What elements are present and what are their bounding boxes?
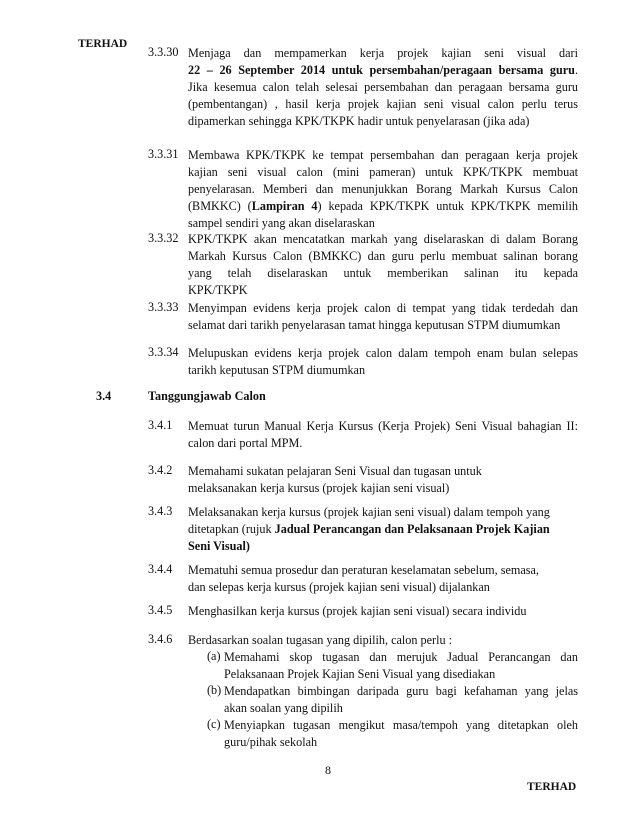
text-line: Berdasarkan soalan tugasan yang dipilih, calon perlu :: [188, 633, 452, 647]
jadual-bold: Jadual Perancangan dan Pelaksanaan Projek Kajian: [274, 522, 550, 536]
text-line: Melupuskan evidens kerja projek calon dalam tempoh enam bulan selepas: [188, 346, 578, 360]
item-text: [188, 603, 578, 620]
text-line: selamat dari tarikh penyelarasan tamat hingga keputusan STPM diumumkan: [188, 318, 561, 332]
text-line: [188, 62, 578, 79]
text-line: Memahami sukatan pelajaran Seni Visual dan tugasan untuk: [188, 464, 482, 478]
item-number: 3.3.30: [148, 45, 179, 59]
text-span: ) kepada KPK/TKPK untuk KPK/TKPK memilih: [317, 199, 578, 213]
item-text: [188, 418, 578, 452]
text-line: sampel sendiri yang akan diselaraskan: [188, 216, 375, 230]
text-line: calon dari portal MPM.: [188, 436, 303, 450]
text-line: [188, 198, 578, 215]
item-number: 3.4.2: [148, 463, 173, 477]
item-text: [188, 147, 578, 232]
jadual-bold: Seni Visual): [188, 539, 250, 553]
item-number: 3.4.5: [148, 603, 173, 617]
text-line: Menyiapkan tugasan mengikut masa/tempoh yang ditetapkan oleh: [224, 718, 578, 732]
item-text: [188, 345, 578, 379]
item-number: 3.3.31: [148, 147, 179, 161]
item-text: [188, 300, 578, 334]
header-label: TERHAD: [78, 38, 128, 50]
subitem-text: [224, 649, 578, 683]
item-text: [188, 504, 578, 555]
subitem-text: [224, 717, 578, 751]
text-line: KPK/TKPK: [188, 283, 248, 297]
date-bold: 22 – 26 September 2014 untuk persembahan/peragaan bersama guru: [188, 63, 575, 77]
item-text: [188, 45, 578, 130]
text-line: Mematuhi semua prosedur dan peraturan keselamatan sebelum, semasa,: [188, 563, 539, 577]
item-text: [188, 231, 578, 299]
text-line: penyelarasan. Memberi dan menunjukkan Borang Markah Kursus Calon: [188, 182, 578, 196]
text-line: [188, 521, 578, 538]
item-number: 3.3.34: [148, 345, 179, 359]
text-line: KPK/TKPK akan mencatatkan markah yang diselaraskan di dalam Borang: [188, 232, 578, 246]
item-text: [188, 562, 578, 596]
text-line: Menghasilkan kerja kursus (projek kajian seni visual) secara individu: [188, 604, 527, 618]
section-number: 3.4: [96, 389, 112, 403]
text-line: Mendapatkan bimbingan daripada guru bagi kefahaman yang jelas: [224, 684, 578, 698]
item-number: 3.3.33: [148, 300, 179, 314]
item-number: 3.4.3: [148, 504, 173, 518]
text-line: Pelaksanaan Projek Kajian Seni Visual yang disediakan: [224, 667, 496, 681]
text-line: Memuat turun Manual Kerja Kursus (Kerja Projek) Seni Visual bahagian II:: [188, 419, 578, 433]
page-number: 8: [325, 763, 331, 777]
subitem-label: (b): [207, 683, 222, 697]
text-line: dan selepas kerja kursus (projek kajian seni visual) dijalankan: [188, 580, 490, 594]
text-line: dipamerkan sehingga KPK/TKPK hadir untuk penyelarasan (jika ada): [188, 114, 530, 128]
item-number: 3.3.32: [148, 231, 179, 245]
lampiran-bold: Lampiran 4: [251, 199, 318, 213]
subitem-label: (a): [207, 649, 221, 663]
item-number: 3.4.6: [148, 632, 173, 646]
text-span: .: [574, 63, 578, 77]
text-line: Membawa KPK/TKPK ke tempat persembahan dan peragaan kerja projek: [188, 148, 578, 162]
subitem-text: [224, 683, 578, 717]
item-number: 3.4.1: [148, 418, 173, 432]
text-line: [188, 538, 578, 555]
item-text: [188, 632, 578, 649]
text-line: guru/pihak sekolah: [224, 735, 318, 749]
text-line: melaksanakan kerja kursus (projek kajian seni visual): [188, 481, 450, 495]
footer-label: TERHAD: [527, 781, 577, 793]
text-line: akan soalan yang dipilih: [224, 701, 343, 715]
text-line: yang telah diselaraskan untuk memberikan salinan itu kepada: [188, 266, 578, 280]
text-line: (pembentangan) , hasil kerja projek kajian seni visual calon perlu terus: [188, 97, 578, 111]
item-number: 3.4.4: [148, 562, 173, 576]
text-span: ditetapkan (rujuk: [188, 522, 275, 536]
text-span: (BMKKC) (: [188, 199, 252, 213]
text-line: Menjaga dan mempamerkan kerja projek kajian seni visual dari: [188, 46, 578, 60]
text-line: kajian seni visual calon (mini pameran) untuk KPK/TKPK membuat: [188, 165, 578, 179]
text-line: Jika kesemua calon telah selesai persembahan dan peragaan bersama guru: [188, 80, 578, 94]
subitem-label: (c): [207, 717, 221, 731]
text-line: Menyimpan evidens kerja projek calon di tempat yang tidak terdedah dan: [188, 301, 578, 315]
item-text: [188, 463, 578, 497]
section-title: Tanggungjawab Calon: [148, 389, 266, 403]
text-line: Melaksanakan kerja kursus (projek kajian seni visual) dalam tempoh yang: [188, 505, 550, 519]
text-line: tarikh keputusan STPM diumumkan: [188, 363, 366, 377]
text-line: Memahami skop tugasan dan merujuk Jadual Perancangan dan: [224, 650, 578, 664]
text-line: Markah Kursus Calon (BMKKC) dan guru perlu membuat salinan borang: [188, 249, 578, 263]
